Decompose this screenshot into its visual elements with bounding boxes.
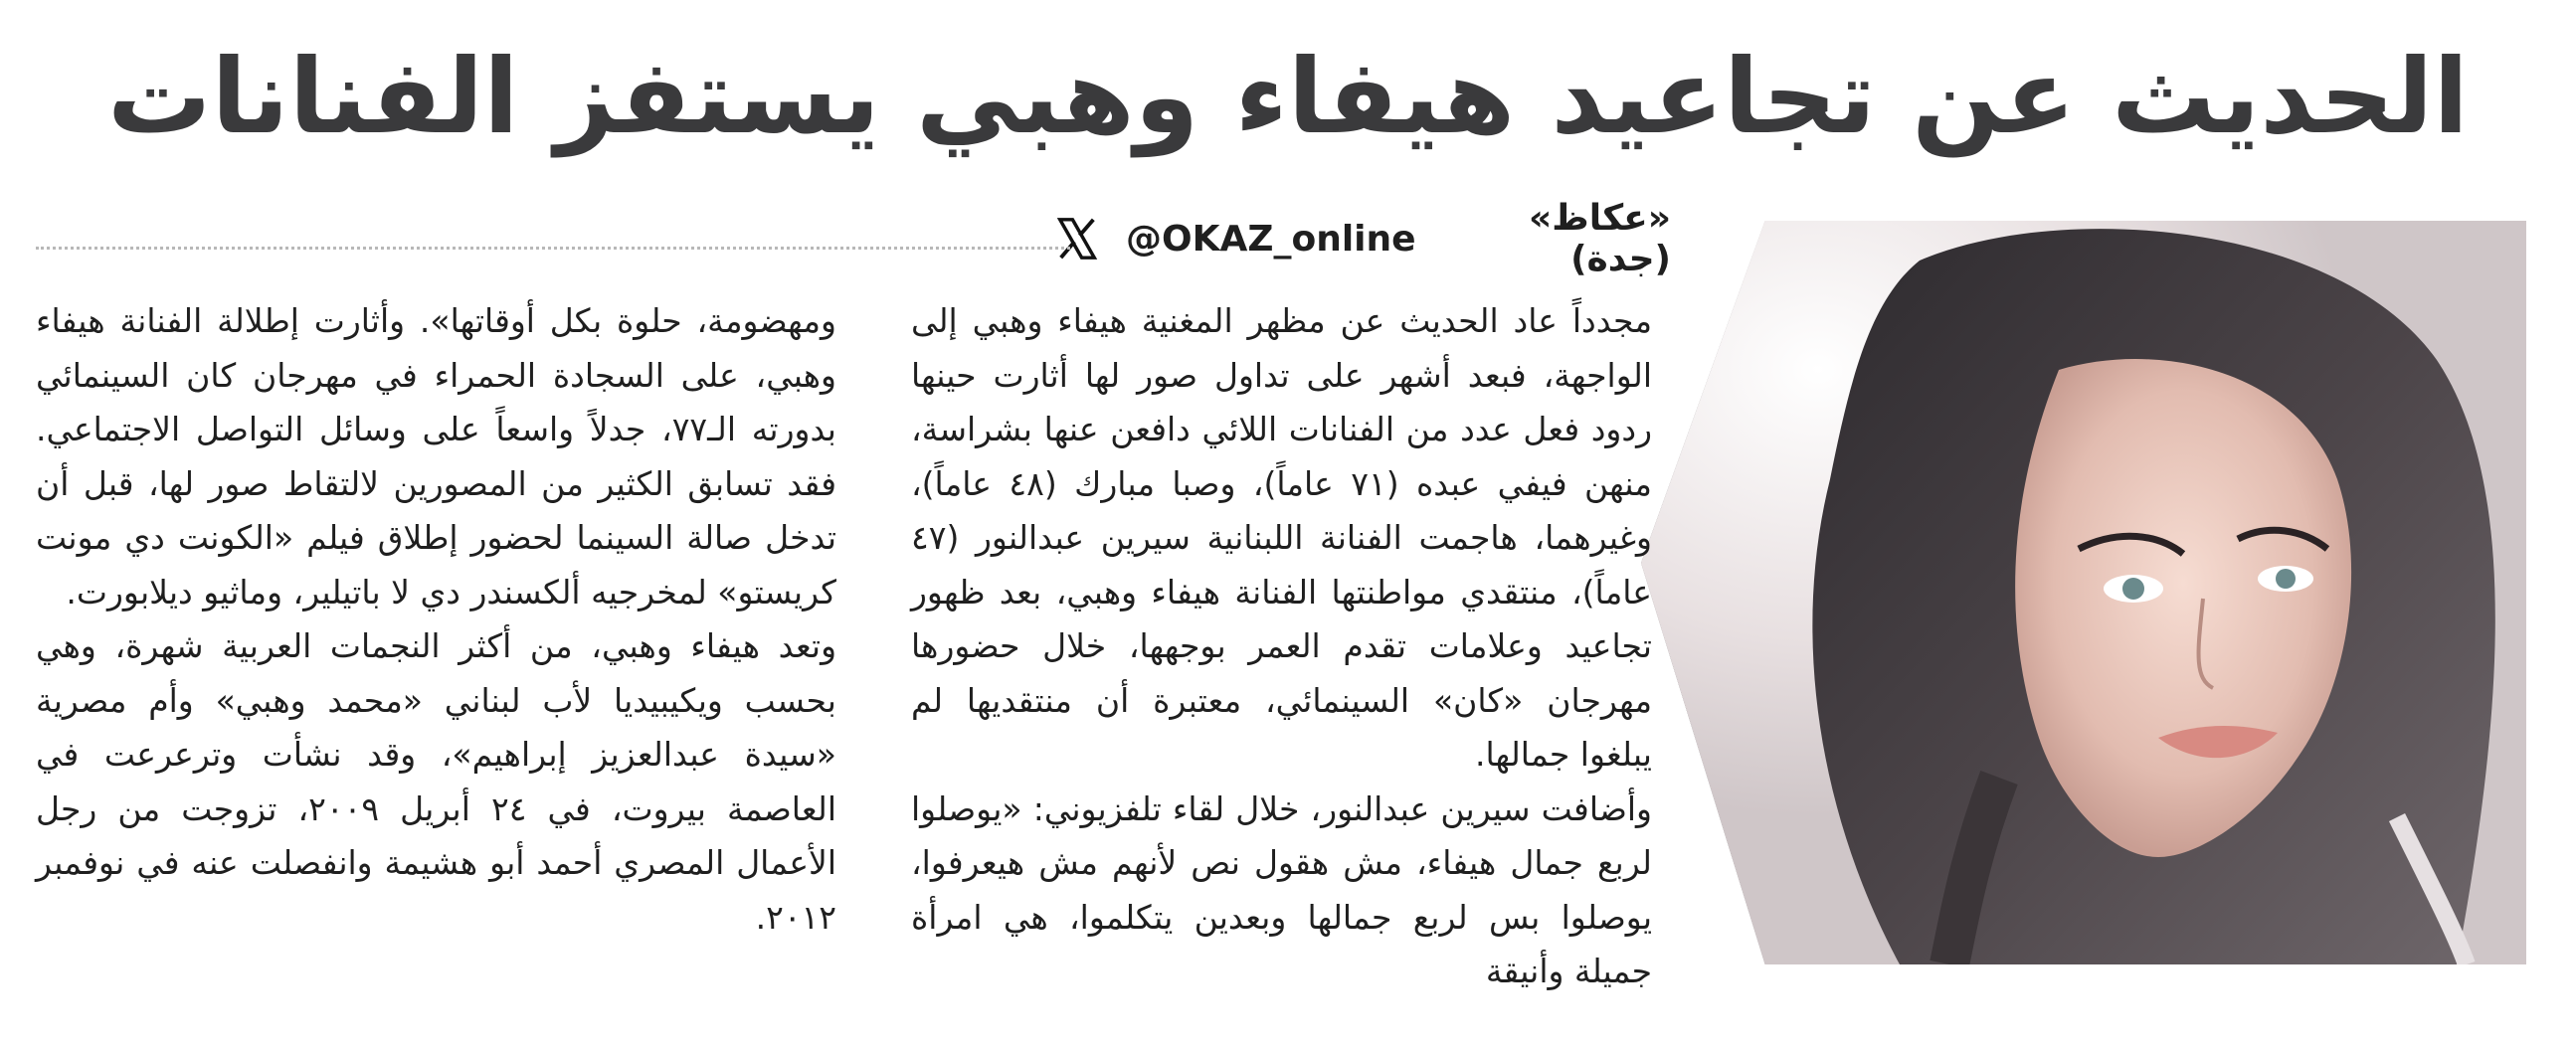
article-paragraph: مجدداً عاد الحديث عن مظهر المغنية هيفاء وهبي إلى الواجهة، فبعد أشهر على تداول صور لها أثارت حينها ردود فعل عدد من الفنانات اللائي دافعن عنها بشراسة، منهن فيفي عبده (٧١ عاماً)، وصبا مبارك (٤٨ عاماً)، وغيرهما، هاجمت الفنانة اللبنانية سيرين عبدالنور (٤٧ عاماً)، منتقدي مواطنتها الفنانة هيفاء وهبي، بعد ظهور تجاعيد وعلامات تقدم العمر بوجهها، خلال حضورها مهرجان «كان» السينمائي، معتبرة أن منتقديها لم يبلغوا جمالها. — [911, 301, 1652, 774]
headline: الحديث عن تجاعيد هيفاء وهبي يستفز الفنانات — [107, 36, 2469, 157]
article-paragraph: وأضافت سيرين عبدالنور، خلال لقاء تلفزيوني: «يوصلوا لربع جمال هيفاء، مش هقول نص لأنهم مش هيعرفوا، يوصلوا بس لربع جمالها وبعدين يتكلموا، هي امرأة جميلة وأنيقة — [911, 788, 1652, 990]
article-column-right — [911, 294, 1652, 999]
byline-source: «عكاظ» (جدة) — [1529, 198, 1671, 279]
article-column-left — [36, 294, 836, 945]
byline-handle[interactable]: @OKAZ_online — [1126, 218, 1416, 260]
byline — [1054, 198, 1671, 279]
byline-divider — [36, 247, 1070, 250]
article-paragraph: وتعد هيفاء وهبي، من أكثر النجمات العربية شهرة، وهي بحسب ويكيبيديا لأب لبناني «محمد وهبي» وأم مصرية «سيدة عبدالعزيز إبراهيم»، وقد نشأت وترعرعت في العاصمة بيروت، في ٢٤ أبريل ٢٠٠٩، تزوجت من رجل الأعمال المصري أحمد أبو هشيمة وانفصلت عنه في نوفمبر ٢٠١٢. — [36, 626, 836, 937]
x-logo-icon[interactable] — [1054, 216, 1100, 262]
portrait-photo — [1641, 221, 2526, 964]
article-paragraph: ومهضومة، حلوة بكل أوقاتها». وأثارت إطلالة الفنانة هيفاء وهبي، على السجادة الحمراء في مهرجان كان السينمائي بدورته الـ٧٧، جدلاً واسعاً على وسائل التواصل الاجتماعي. فقد تسابق الكثير من المصورين لالتقاط صور لها، قبل أن تدخل صالة السينما لحضور إطلاق فيلم «الكونت دي مونت كريستو» لمخرجيه ألكسندر دي لا باتيلير، وماثيو ديلابورت. — [36, 301, 836, 611]
